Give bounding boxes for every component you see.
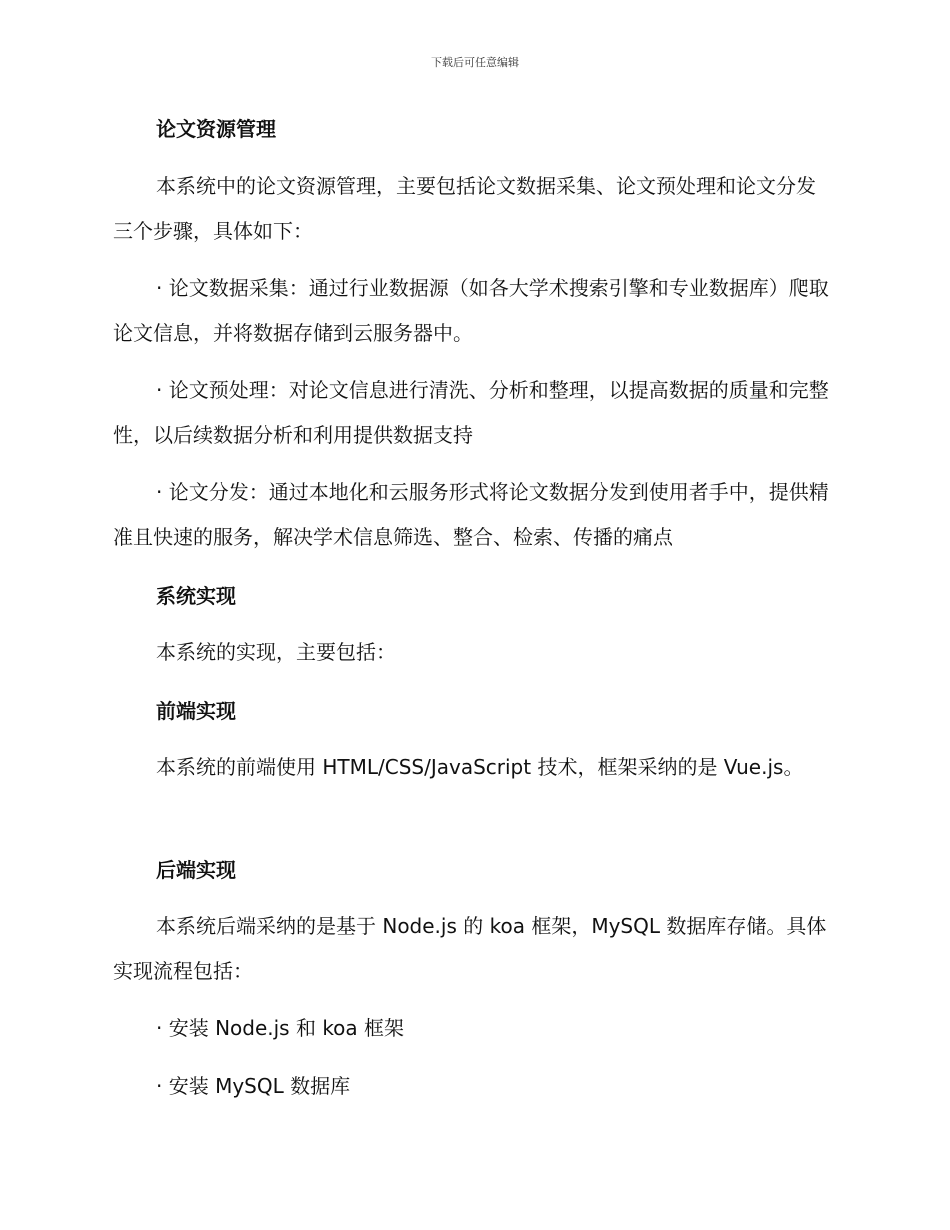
paragraph: 本系统后端采纳的是基于 Node.js 的 koa 框架，MySQL 数据库存储。具体实现流程包括： (113, 914, 827, 983)
bullet-item: · 论文预处理：对论文信息进行清洗、分析和整理，以提高数据的质量和完整性，以后续数据分析和利用提供数据支持 (113, 378, 829, 447)
section-heading: 后端实现 (156, 858, 236, 882)
section-heading: 论文资源管理 (156, 117, 276, 141)
bullet-item: · 安装 Node.js 和 koa 框架 (156, 1016, 405, 1040)
bullet-item: · 论文分发：通过本地化和云服务形式将论文数据分发到使用者手中，提供精准且快速的服务，解决学术信息筛选、整合、检索、传播的痛点 (113, 480, 829, 549)
section-heading: 前端实现 (156, 699, 236, 723)
paragraph: 本系统中的论文资源管理，主要包括论文数据采集、论文预处理和论文分发三个步骤，具体如下： (113, 174, 816, 243)
section-heading: 系统实现 (156, 584, 236, 608)
bullet-item: · 论文数据采集：通过行业数据源（如各大学术搜索引擎和专业数据库）爬取论文信息，并将数据存储到云服务器中。 (113, 276, 829, 345)
bullet-item: · 安装 MySQL 数据库 (156, 1074, 351, 1098)
page-header-note: 下载后可任意编辑 (431, 56, 519, 69)
paragraph: 本系统的前端使用 HTML/CSS/JavaScript 技术，框架采纳的是 Vue.js。 (156, 755, 804, 779)
paragraph: 本系统的实现，主要包括： (156, 640, 396, 664)
